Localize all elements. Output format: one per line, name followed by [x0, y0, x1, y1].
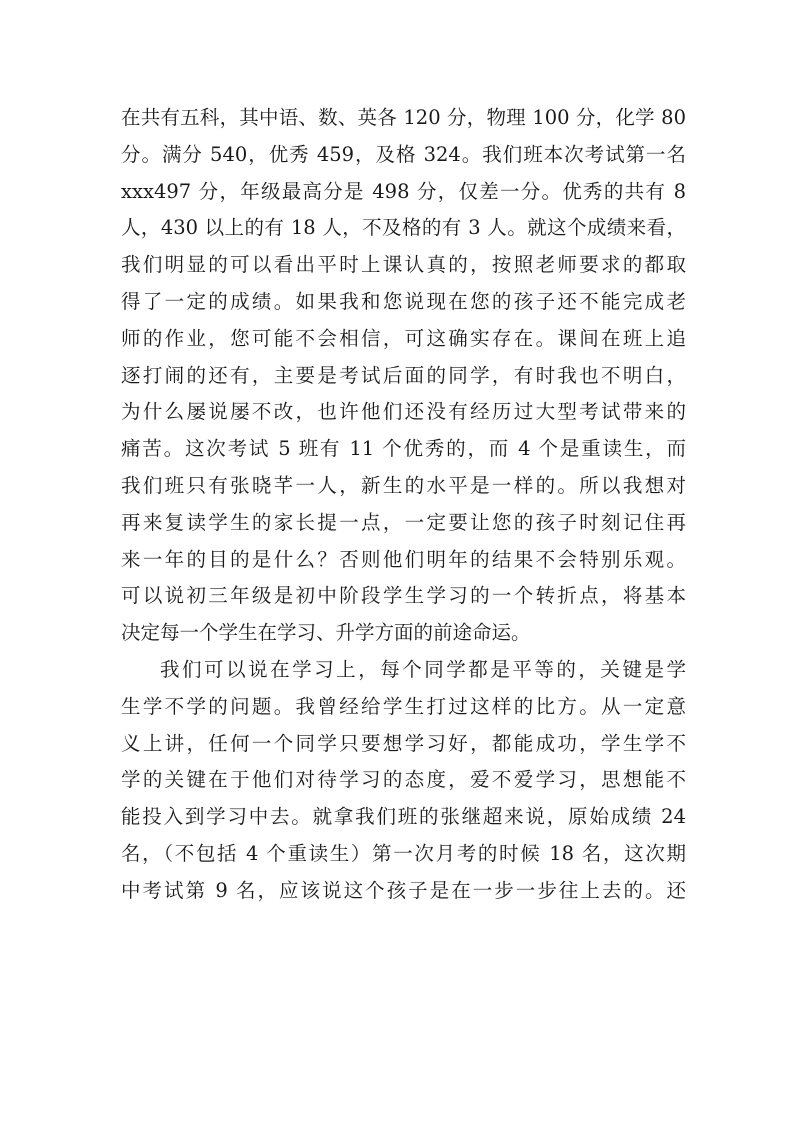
text-line: 在共有五科，其中语、数、英各 120 分，物理 100 分，化学 80	[121, 106, 686, 129]
text-line: 我们班只有张晓芊一人，新生的水平是一样的。所以我想对	[121, 473, 686, 497]
text-line: 人，430 以上的有 18 人，不及格的有 3 人。就这个成绩来看，	[121, 216, 686, 240]
text-line: 师的作业，您可能不会相信，可这确实存在。课间在班上追	[121, 326, 686, 350]
text-line: 我们明显的可以看出平时上课认真的，按照老师要求的都取	[121, 253, 686, 277]
text-line: 分。满分 540，优秀 459，及格 324。我们班本次考试第一名	[121, 142, 686, 166]
text-line: 我们可以说在学习上，每个同学都是平等的，关键是学	[160, 657, 686, 681]
paragraph-1	[121, 100, 686, 652]
text-line: 名，（不包括 4 个重读生）第一次月考的时候 18 名，这次期	[121, 841, 686, 865]
text-line: 中考试第 9 名，应该说这个孩子是在一步一步往上去的。还	[121, 878, 686, 902]
text-line: 决定每一个学生在学习、升学方面的前途命运。	[121, 621, 531, 645]
text-line: 再来复读学生的家长提一点，一定要让您的孩子时刻记住再	[121, 510, 686, 534]
text-line: 得了一定的成绩。如果我和您说现在您的孩子还不能完成老	[121, 289, 686, 313]
text-line: 来一年的目的是什么？否则他们明年的结果不会特别乐观。	[121, 547, 686, 571]
text-line: 能投入到学习中去。就拿我们班的张继超来说，原始成绩 24	[121, 805, 686, 829]
document-body	[121, 100, 686, 910]
text-line: 痛苦。这次考试 5 班有 11 个优秀的，而 4 个是重读生，而	[121, 437, 686, 461]
text-line: xxx497 分，年级最高分是 498 分，仅差一分。优秀的共有 8	[121, 179, 686, 203]
text-line: 逐打闹的还有，主要是考试后面的同学，有时我也不明白，	[121, 363, 686, 387]
paragraph-2	[121, 652, 686, 910]
text-line: 生学不学的问题。我曾经给学生打过这样的比方。从一定意	[121, 694, 686, 718]
text-line: 学的关键在于他们对待学习的态度，爱不爱学习，思想能不	[121, 768, 686, 792]
text-line: 可以说初三年级是初中阶段学生学习的一个转折点，将基本	[121, 584, 686, 608]
text-line: 为什么屡说屡不改，也许他们还没有经历过大型考试带来的	[121, 400, 686, 424]
text-line: 义上讲，任何一个同学只要想学习好，都能成功，学生学不	[121, 731, 686, 755]
